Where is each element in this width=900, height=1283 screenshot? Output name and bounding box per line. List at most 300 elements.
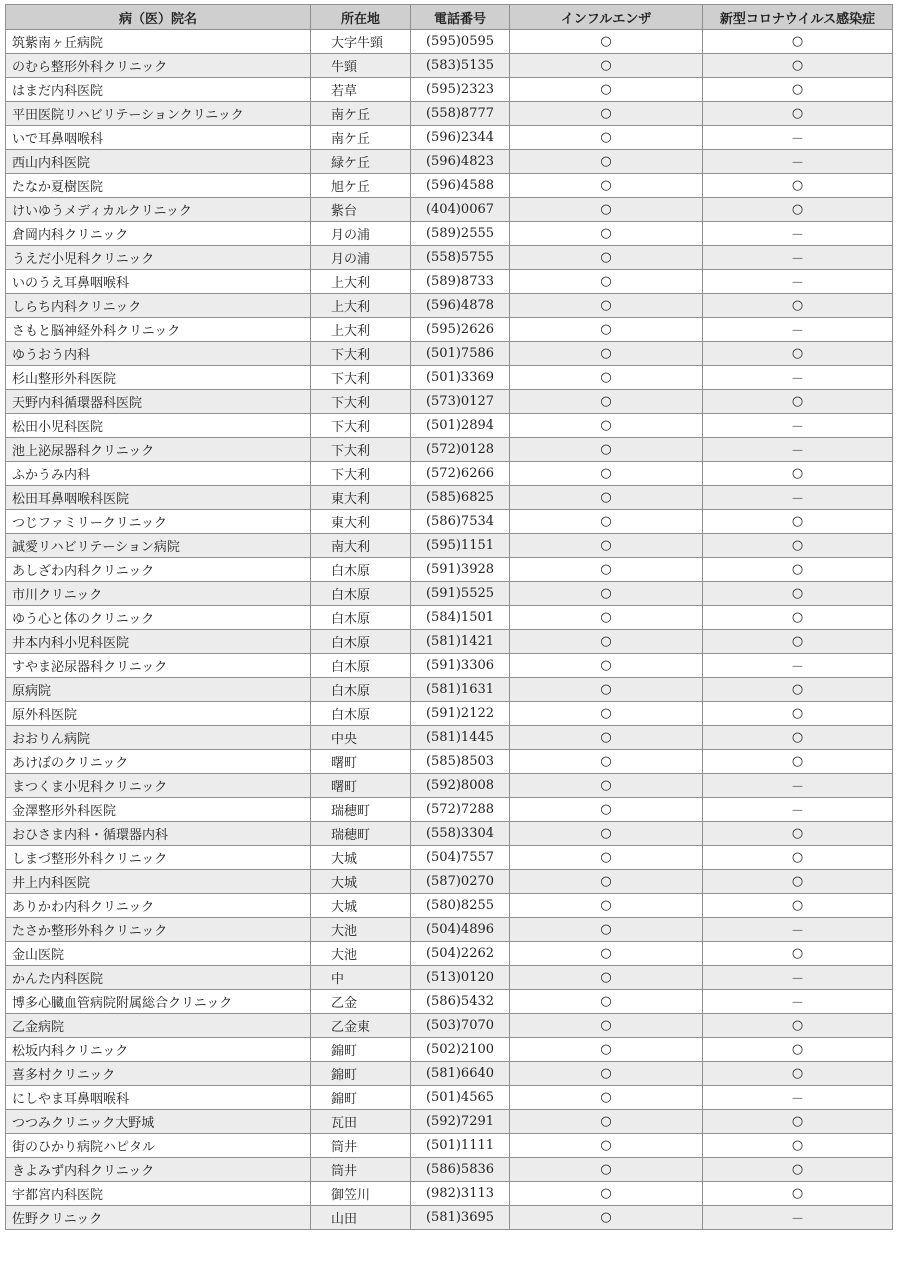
influenza-availability-cell (510, 342, 703, 366)
influenza-availability-cell (510, 150, 703, 174)
covid-mark: ○ (791, 1114, 804, 1129)
clinic-name-cell: 乙金病院 (6, 1014, 311, 1038)
covid-mark: ○ (791, 538, 804, 553)
table-header (6, 5, 893, 30)
phone-cell: (558)5755 (411, 246, 510, 270)
table-row (6, 1110, 893, 1134)
phone-cell: (595)1151 (411, 534, 510, 558)
covid-mark: ○ (791, 1162, 804, 1177)
covid-mark: ○ (791, 586, 804, 601)
clinic-name-cell: おおりん病院 (6, 726, 311, 750)
influenza-mark: ○ (600, 730, 612, 745)
location-cell: 大池 (311, 942, 411, 966)
covid-mark: － (790, 924, 804, 939)
table-row (6, 582, 893, 606)
covid-availability-cell (703, 750, 893, 774)
table-row (6, 1038, 893, 1062)
clinic-table-container (5, 4, 892, 1230)
phone-cell: (573)0127 (411, 390, 510, 414)
phone-cell: (504)2262 (411, 942, 510, 966)
covid-mark: － (790, 492, 804, 507)
influenza-availability-cell (510, 54, 703, 78)
influenza-availability-cell (510, 102, 703, 126)
covid-mark: ○ (791, 634, 804, 649)
covid-mark: － (790, 996, 804, 1011)
table-row (6, 966, 893, 990)
table-row (6, 1158, 893, 1182)
influenza-mark: ○ (600, 826, 612, 841)
covid-mark: ○ (791, 730, 804, 745)
covid-availability-cell (703, 1134, 893, 1158)
phone-cell: (572)0128 (411, 438, 510, 462)
covid-availability-cell (703, 366, 893, 390)
table-row (6, 414, 893, 438)
influenza-mark: ○ (600, 298, 612, 313)
table-row (6, 54, 893, 78)
phone-cell: (501)3369 (411, 366, 510, 390)
phone-cell: (595)2323 (411, 78, 510, 102)
location-cell: 上大利 (311, 318, 411, 342)
phone-cell: (513)0120 (411, 966, 510, 990)
table-row (6, 1062, 893, 1086)
influenza-mark: ○ (600, 322, 612, 337)
covid-mark: ○ (791, 1186, 804, 1201)
header-row (6, 5, 893, 30)
phone-cell: (592)7291 (411, 1110, 510, 1134)
location-cell: 大城 (311, 846, 411, 870)
influenza-mark: ○ (600, 154, 612, 169)
influenza-availability-cell (510, 198, 703, 222)
covid-availability-cell (703, 102, 893, 126)
clinic-name-cell: まつくま小児科クリニック (6, 774, 311, 798)
covid-availability-cell (703, 270, 893, 294)
influenza-mark: ○ (600, 418, 612, 433)
influenza-mark: ○ (600, 106, 612, 121)
covid-mark: ○ (791, 202, 804, 217)
influenza-mark: ○ (600, 1066, 612, 1081)
table-row (6, 246, 893, 270)
influenza-mark: ○ (600, 226, 612, 241)
location-cell: 乙金東 (311, 1014, 411, 1038)
covid-availability-cell (703, 390, 893, 414)
influenza-mark: ○ (600, 994, 612, 1009)
influenza-mark: ○ (600, 82, 612, 97)
covid-availability-cell (703, 558, 893, 582)
influenza-availability-cell (510, 510, 703, 534)
clinic-name-cell: 誠愛リハビリテーション病院 (6, 534, 311, 558)
influenza-mark: ○ (600, 274, 612, 289)
influenza-mark: ○ (600, 538, 612, 553)
covid-mark: ○ (791, 562, 804, 577)
covid-availability-cell (703, 918, 893, 942)
phone-cell: (589)2555 (411, 222, 510, 246)
phone-cell: (591)5525 (411, 582, 510, 606)
table-row (6, 750, 893, 774)
influenza-mark: ○ (600, 1162, 612, 1177)
table-row (6, 870, 893, 894)
covid-mark: ○ (791, 874, 804, 889)
table-row (6, 270, 893, 294)
location-cell: 月の浦 (311, 246, 411, 270)
phone-cell: (501)2894 (411, 414, 510, 438)
clinic-name-cell: 井本内科小児科医院 (6, 630, 311, 654)
covid-availability-cell (703, 678, 893, 702)
table-body (6, 30, 893, 1230)
covid-availability-cell (703, 294, 893, 318)
influenza-availability-cell (510, 534, 703, 558)
influenza-availability-cell (510, 894, 703, 918)
influenza-availability-cell (510, 78, 703, 102)
location-cell: 東大利 (311, 510, 411, 534)
phone-cell: (585)6825 (411, 486, 510, 510)
location-cell: 白木原 (311, 630, 411, 654)
covid-mark: ○ (791, 682, 804, 697)
influenza-availability-cell (510, 294, 703, 318)
covid-availability-cell (703, 726, 893, 750)
covid-availability-cell (703, 654, 893, 678)
influenza-availability-cell (510, 1086, 703, 1110)
influenza-mark: ○ (600, 946, 612, 961)
covid-availability-cell (703, 606, 893, 630)
table-row (6, 318, 893, 342)
covid-mark: － (790, 132, 804, 147)
location-cell: 南ケ丘 (311, 102, 411, 126)
covid-availability-cell (703, 894, 893, 918)
influenza-mark: ○ (600, 970, 612, 985)
clinic-name-cell: 西山内科医院 (6, 150, 311, 174)
phone-cell: (558)3304 (411, 822, 510, 846)
influenza-mark: ○ (600, 370, 612, 385)
table-row (6, 702, 893, 726)
covid-mark: ○ (791, 850, 804, 865)
influenza-mark: ○ (600, 874, 612, 889)
table-row (6, 558, 893, 582)
clinic-name-cell: 倉岡内科クリニック (6, 222, 311, 246)
covid-mark: ○ (791, 298, 804, 313)
influenza-mark: ○ (600, 1114, 612, 1129)
influenza-availability-cell (510, 414, 703, 438)
covid-mark: ○ (791, 106, 804, 121)
covid-availability-cell (703, 486, 893, 510)
covid-mark: － (790, 228, 804, 243)
table-row (6, 198, 893, 222)
table-row (6, 222, 893, 246)
covid-availability-cell (703, 630, 893, 654)
location-cell: 錦町 (311, 1062, 411, 1086)
covid-availability-cell (703, 1086, 893, 1110)
location-cell: 錦町 (311, 1086, 411, 1110)
covid-availability-cell (703, 534, 893, 558)
covid-mark: ○ (791, 1138, 804, 1153)
phone-cell: (404)0067 (411, 198, 510, 222)
clinic-name-cell: 宇都宮内科医院 (6, 1182, 311, 1206)
covid-availability-cell (703, 174, 893, 198)
phone-cell: (504)4896 (411, 918, 510, 942)
phone-cell: (595)0595 (411, 30, 510, 54)
header-phone: 電話番号 (411, 5, 510, 30)
location-cell: 南ケ丘 (311, 126, 411, 150)
influenza-mark: ○ (600, 586, 612, 601)
table-row (6, 1206, 893, 1230)
covid-mark: － (790, 444, 804, 459)
covid-availability-cell (703, 1014, 893, 1038)
influenza-availability-cell (510, 990, 703, 1014)
covid-availability-cell (703, 1038, 893, 1062)
phone-cell: (586)5836 (411, 1158, 510, 1182)
clinic-name-cell: 杉山整形外科医院 (6, 366, 311, 390)
clinic-name-cell: 金澤整形外科医院 (6, 798, 311, 822)
location-cell: 乙金 (311, 990, 411, 1014)
covid-mark: ○ (791, 826, 804, 841)
covid-mark: ○ (791, 754, 804, 769)
influenza-availability-cell (510, 222, 703, 246)
covid-mark: － (790, 420, 804, 435)
clinic-name-cell: 原外科医院 (6, 702, 311, 726)
phone-cell: (503)7070 (411, 1014, 510, 1038)
influenza-availability-cell (510, 558, 703, 582)
location-cell: 白木原 (311, 582, 411, 606)
covid-mark: － (790, 804, 804, 819)
location-cell: 瓦田 (311, 1110, 411, 1134)
influenza-availability-cell (510, 270, 703, 294)
influenza-mark: ○ (600, 250, 612, 265)
covid-mark: － (790, 252, 804, 267)
influenza-mark: ○ (600, 922, 612, 937)
phone-cell: (581)3695 (411, 1206, 510, 1230)
location-cell: 南大利 (311, 534, 411, 558)
influenza-availability-cell (510, 966, 703, 990)
table-row (6, 1134, 893, 1158)
clinic-name-cell: 博多心臓血管病院附属総合クリニック (6, 990, 311, 1014)
influenza-availability-cell (510, 1182, 703, 1206)
clinic-name-cell: はまだ内科医院 (6, 78, 311, 102)
phone-cell: (581)1631 (411, 678, 510, 702)
table-row (6, 1182, 893, 1206)
covid-availability-cell (703, 414, 893, 438)
influenza-availability-cell (510, 630, 703, 654)
influenza-availability-cell (510, 918, 703, 942)
phone-cell: (581)1421 (411, 630, 510, 654)
covid-mark: － (790, 372, 804, 387)
covid-availability-cell (703, 1206, 893, 1230)
phone-cell: (587)0270 (411, 870, 510, 894)
influenza-mark: ○ (600, 466, 612, 481)
covid-availability-cell (703, 126, 893, 150)
influenza-availability-cell (510, 30, 703, 54)
location-cell: 山田 (311, 1206, 411, 1230)
clinic-name-cell: さもと脳神経外科クリニック (6, 318, 311, 342)
covid-availability-cell (703, 54, 893, 78)
influenza-availability-cell (510, 438, 703, 462)
table-row (6, 342, 893, 366)
clinic-name-cell: ゆう心と体のクリニック (6, 606, 311, 630)
phone-cell: (586)7534 (411, 510, 510, 534)
influenza-availability-cell (510, 174, 703, 198)
phone-cell: (584)1501 (411, 606, 510, 630)
table-row (6, 774, 893, 798)
covid-availability-cell (703, 774, 893, 798)
clinic-name-cell: 筑紫南ヶ丘病院 (6, 30, 311, 54)
location-cell: 白木原 (311, 606, 411, 630)
location-cell: 牛頸 (311, 54, 411, 78)
influenza-availability-cell (510, 1062, 703, 1086)
phone-cell: (595)2626 (411, 318, 510, 342)
header-location: 所在地 (311, 5, 411, 30)
covid-availability-cell (703, 438, 893, 462)
table-row (6, 630, 893, 654)
covid-mark: － (790, 324, 804, 339)
location-cell: 白木原 (311, 654, 411, 678)
location-cell: 下大利 (311, 342, 411, 366)
phone-cell: (596)4878 (411, 294, 510, 318)
influenza-availability-cell (510, 942, 703, 966)
covid-availability-cell (703, 246, 893, 270)
influenza-mark: ○ (600, 1138, 612, 1153)
covid-mark: － (790, 276, 804, 291)
table-row (6, 126, 893, 150)
location-cell: 下大利 (311, 366, 411, 390)
table-row (6, 486, 893, 510)
influenza-availability-cell (510, 1134, 703, 1158)
covid-availability-cell (703, 318, 893, 342)
table-row (6, 1014, 893, 1038)
influenza-availability-cell (510, 678, 703, 702)
table-row (6, 30, 893, 54)
location-cell: 白木原 (311, 558, 411, 582)
table-row (6, 846, 893, 870)
clinic-name-cell: しらち内科クリニック (6, 294, 311, 318)
covid-mark: ○ (791, 946, 804, 961)
table-row (6, 798, 893, 822)
table-row (6, 438, 893, 462)
clinic-name-cell: 佐野クリニック (6, 1206, 311, 1230)
table-row (6, 462, 893, 486)
influenza-mark: ○ (600, 178, 612, 193)
location-cell: 下大利 (311, 462, 411, 486)
influenza-mark: ○ (600, 58, 612, 73)
clinic-name-cell: 天野内科循環器科医院 (6, 390, 311, 414)
covid-availability-cell (703, 510, 893, 534)
covid-mark: ○ (791, 610, 804, 625)
covid-availability-cell (703, 1062, 893, 1086)
influenza-availability-cell (510, 1038, 703, 1062)
covid-availability-cell (703, 582, 893, 606)
table-row (6, 678, 893, 702)
influenza-availability-cell (510, 582, 703, 606)
clinic-name-cell: つじファミリークリニック (6, 510, 311, 534)
influenza-availability-cell (510, 654, 703, 678)
influenza-availability-cell (510, 1206, 703, 1230)
influenza-mark: ○ (600, 1090, 612, 1105)
phone-cell: (501)4565 (411, 1086, 510, 1110)
clinic-name-cell: 松田耳鼻咽喉科医院 (6, 486, 311, 510)
clinic-name-cell: いのうえ耳鼻咽喉科 (6, 270, 311, 294)
clinic-name-cell: たなか夏樹医院 (6, 174, 311, 198)
table-row (6, 1086, 893, 1110)
phone-cell: (501)1111 (411, 1134, 510, 1158)
phone-cell: (558)8777 (411, 102, 510, 126)
influenza-availability-cell (510, 702, 703, 726)
covid-mark: ○ (791, 82, 804, 97)
clinic-name-cell: にしやま耳鼻咽喉科 (6, 1086, 311, 1110)
phone-cell: (581)6640 (411, 1062, 510, 1086)
location-cell: 中央 (311, 726, 411, 750)
influenza-availability-cell (510, 870, 703, 894)
header-covid: 新型コロナウイルス感染症 (703, 5, 893, 30)
covid-mark: ○ (791, 466, 804, 481)
influenza-availability-cell (510, 486, 703, 510)
location-cell: 紫台 (311, 198, 411, 222)
influenza-mark: ○ (600, 706, 612, 721)
table-row (6, 990, 893, 1014)
covid-availability-cell (703, 1110, 893, 1134)
location-cell: 中 (311, 966, 411, 990)
location-cell: 若草 (311, 78, 411, 102)
influenza-mark: ○ (600, 1042, 612, 1057)
table-row (6, 390, 893, 414)
location-cell: 下大利 (311, 390, 411, 414)
influenza-mark: ○ (600, 442, 612, 457)
influenza-availability-cell (510, 366, 703, 390)
header-name: 病（医）院名 (6, 5, 311, 30)
table-row (6, 822, 893, 846)
covid-availability-cell (703, 846, 893, 870)
influenza-mark: ○ (600, 490, 612, 505)
location-cell: 錦町 (311, 1038, 411, 1062)
table-row (6, 894, 893, 918)
clinic-table (5, 4, 893, 1230)
covid-availability-cell (703, 78, 893, 102)
table-row (6, 726, 893, 750)
location-cell: 下大利 (311, 438, 411, 462)
location-cell: 下大利 (311, 414, 411, 438)
location-cell: 大城 (311, 870, 411, 894)
clinic-name-cell: 喜多村クリニック (6, 1062, 311, 1086)
covid-mark: ○ (791, 58, 804, 73)
phone-cell: (501)7586 (411, 342, 510, 366)
clinic-name-cell: のむら整形外科クリニック (6, 54, 311, 78)
location-cell: 筒井 (311, 1158, 411, 1182)
clinic-name-cell: 松坂内科クリニック (6, 1038, 311, 1062)
influenza-mark: ○ (600, 802, 612, 817)
clinic-name-cell: いで耳鼻咽喉科 (6, 126, 311, 150)
influenza-availability-cell (510, 726, 703, 750)
table-row (6, 102, 893, 126)
covid-mark: － (790, 660, 804, 675)
location-cell: 旭ケ丘 (311, 174, 411, 198)
phone-cell: (572)7288 (411, 798, 510, 822)
influenza-availability-cell (510, 462, 703, 486)
covid-availability-cell (703, 798, 893, 822)
clinic-name-cell: 市川クリニック (6, 582, 311, 606)
phone-cell: (596)2344 (411, 126, 510, 150)
covid-availability-cell (703, 822, 893, 846)
influenza-mark: ○ (600, 130, 612, 145)
clinic-name-cell: 松田小児科医院 (6, 414, 311, 438)
clinic-name-cell: きよみず内科クリニック (6, 1158, 311, 1182)
location-cell: 大字牛頸 (311, 30, 411, 54)
clinic-name-cell: 井上内科医院 (6, 870, 311, 894)
phone-cell: (596)4588 (411, 174, 510, 198)
phone-cell: (581)1445 (411, 726, 510, 750)
clinic-name-cell: ありかわ内科クリニック (6, 894, 311, 918)
location-cell: 瑞穂町 (311, 798, 411, 822)
location-cell: 曙町 (311, 774, 411, 798)
covid-availability-cell (703, 702, 893, 726)
clinic-name-cell: あしざわ内科クリニック (6, 558, 311, 582)
influenza-availability-cell (510, 822, 703, 846)
phone-cell: (591)2122 (411, 702, 510, 726)
